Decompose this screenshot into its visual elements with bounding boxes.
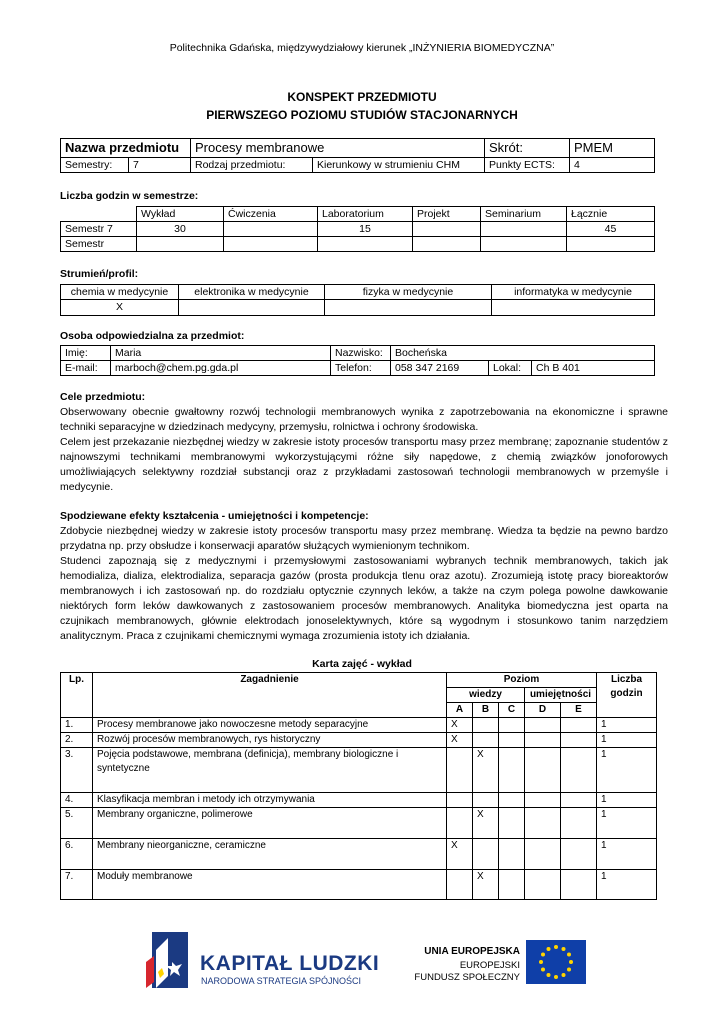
hours-col-2: Laboratorium — [318, 207, 413, 222]
document-title — [0, 88, 724, 124]
kapital-ludzki-subtitle: NARODOWA STRATEGIA SPÓJNOŚCI — [201, 976, 362, 986]
subject-short-label: Skrót: — [485, 139, 570, 158]
lecture-mark — [525, 793, 561, 808]
eu-sub-2: FUNDUSZ SPOŁECZNY — [414, 972, 520, 983]
person-heading: Osoba odpowiedzialna za przedmiot: — [60, 330, 245, 342]
lecture-hours: 1 — [597, 748, 657, 793]
lecture-row — [61, 839, 657, 870]
hours-cell — [481, 222, 567, 237]
room-value: Ch B 401 — [532, 361, 655, 376]
lecture-mark — [561, 870, 597, 900]
subject-short: PMEM — [570, 139, 655, 158]
subject-name: Procesy membranowe — [191, 139, 485, 158]
lecture-mark — [447, 808, 473, 839]
footer-logos — [0, 928, 724, 1018]
profile-mark — [492, 300, 655, 316]
lecture-topic: Moduły membranowe — [93, 870, 447, 900]
level-e: E — [561, 703, 597, 718]
title-line-2: PIERWSZEGO POZIOMU STUDIÓW STACJONARNYCH — [206, 108, 518, 122]
outcomes-paragraph: Zdobycie niezbędnej wiedzy w zakresie istoty procesów transportu masy przez membranę. Wiedza ta będzie na pewno bardzo przydatna np. przy obsłudze i konserwacji aparatów służących wymienionym technikom. — [60, 525, 668, 552]
hours-col-4: Seminarium — [481, 207, 567, 222]
email-value: marboch@chem.pg.gda.pl — [111, 361, 331, 376]
hours-heading: Liczba godzin w semestrze: — [60, 190, 199, 202]
lecture-topic: Procesy membranowe jako nowoczesne metody separacyjne — [93, 718, 447, 733]
hours-cell — [137, 237, 224, 252]
lecture-topic: Membrany nieorganiczne, ceramiczne — [93, 839, 447, 870]
lecture-lp: 4. — [61, 793, 93, 808]
email-label: E-mail: — [61, 361, 111, 376]
lecture-col-hours: Liczba godzin — [597, 673, 657, 718]
goals-heading: Cele przedmiotu: — [60, 391, 146, 403]
hours-col-3: Projekt — [413, 207, 481, 222]
hours-cell — [567, 237, 655, 252]
lecture-row — [61, 748, 657, 793]
lecture-mark — [499, 733, 525, 748]
lecture-mark: X — [447, 718, 473, 733]
hours-cell: 45 — [567, 222, 655, 237]
lecture-mark: X — [473, 748, 499, 793]
outcomes-paragraph: Studenci zapoznają się z medycznymi i przemysłowymi zastosowaniami wybranych technik membranowych, takich jak hemodializa, dializa, elektrodializa, separacja gazów (prosta produkcja tlenu oraz azotu). Zrozumieją istotę pracy bioreaktorów membranowych i ich zastosowań np. do rozdziału optycznie czynnych leków, a także na czym polega powolne dawkowanie niektórych form leków dawkowanych z zastosowaniem procesów membranowych. Analityka biomedyczna jest oparta na czujnikach membranowych, głównie elektrodach jonoselektywnych, które są wygodnym i stosunkowo tanim narzędziem analitycznym. Praca z czujnikami chemicznymi wymaga zrozumienia istoty ich działania. — [60, 555, 668, 642]
lecture-topic: Klasyfikacja membran i metody ich otrzymywania — [93, 793, 447, 808]
subject-name-label: Nazwa przedmiotu — [61, 139, 191, 158]
lecture-lp: 2. — [61, 733, 93, 748]
eu-sub-1: EUROPEJSKI — [459, 960, 520, 971]
lecture-hours: 1 — [597, 718, 657, 733]
lecture-mark — [561, 733, 597, 748]
lecture-lp: 5. — [61, 808, 93, 839]
hours-row-label: Semestr — [61, 237, 137, 252]
lecture-mark — [473, 839, 499, 870]
lecture-col-level: Poziom — [447, 673, 597, 688]
lecture-mark — [447, 793, 473, 808]
lecture-topic: Membrany organiczne, polimerowe — [93, 808, 447, 839]
profile-heading: Strumień/profil: — [60, 268, 139, 280]
lecture-lp: 6. — [61, 839, 93, 870]
goals-paragraph: Obserwowany obecnie gwałtowny rozwój technologii membranowych wynika z zapotrzebowania na ekonomiczne i sprawne techniki separacyjne w dziedzinach medycyny, przemysłu, rolnictwa i ochrony środowiska. — [60, 406, 668, 433]
hours-header-row — [61, 207, 655, 222]
first-name: Maria — [111, 346, 331, 361]
outcomes-text — [60, 524, 668, 644]
lecture-mark — [473, 793, 499, 808]
hours-col-0: Wykład — [137, 207, 224, 222]
lecture-mark — [499, 808, 525, 839]
hours-row — [61, 237, 655, 252]
lecture-row — [61, 808, 657, 839]
lecture-col-skills: umiejętności — [525, 688, 597, 703]
lecture-mark — [525, 808, 561, 839]
semester-label: Semestry: — [61, 158, 129, 173]
lecture-mark — [447, 870, 473, 900]
hours-table — [60, 206, 655, 252]
hours-cell — [413, 237, 481, 252]
title-line-1: KONSPEKT PRZEDMIOTU — [287, 90, 437, 104]
kapital-ludzki-title: KAPITAŁ LUDZKI — [200, 952, 380, 975]
profile-mark — [325, 300, 492, 316]
hours-cell: 15 — [318, 222, 413, 237]
lecture-mark — [525, 718, 561, 733]
lecture-hours: 1 — [597, 808, 657, 839]
goals-paragraph: Celem jest przekazanie niezbędnej wiedzy w zakresie istoty procesów transportu masy przez membranę; zapoznanie studentów z najnowszymi technikami membranowymi wykorzystującymi różne siły napędowe, z chemią związków jonoforowych umożliwiających selektywny rozdział substancji oraz z przykładami zastosowań technologii membranowych w przemyśle i medycynie. — [60, 436, 668, 493]
lecture-mark — [499, 839, 525, 870]
phone-value: 058 347 2169 — [391, 361, 489, 376]
hours-cell — [224, 237, 318, 252]
lecture-mark — [561, 718, 597, 733]
profile-mark: X — [61, 300, 179, 316]
profile-mark — [179, 300, 325, 316]
lecture-mark: X — [473, 808, 499, 839]
lecture-table — [60, 672, 657, 900]
profile-table — [60, 284, 655, 316]
level-c: C — [499, 703, 525, 718]
lecture-mark — [525, 733, 561, 748]
hours-corner — [61, 207, 137, 222]
level-a: A — [447, 703, 473, 718]
lecture-col-knowledge: wiedzy — [447, 688, 525, 703]
hours-col-5: Łącznie — [567, 207, 655, 222]
lecture-mark — [447, 748, 473, 793]
lecture-mark — [525, 748, 561, 793]
lecture-lp: 7. — [61, 870, 93, 900]
lecture-hours: 1 — [597, 733, 657, 748]
profile-col-3: informatyka w medycynie — [492, 285, 655, 300]
lecture-topic: Rozwój procesów membranowych, rys historyczny — [93, 733, 447, 748]
semester-value: 7 — [129, 158, 191, 173]
lecture-hours: 1 — [597, 870, 657, 900]
lecture-row — [61, 718, 657, 733]
hours-cell: 30 — [137, 222, 224, 237]
level-d: D — [525, 703, 561, 718]
lecture-row — [61, 793, 657, 808]
hours-cell — [318, 237, 413, 252]
lecture-lp: 3. — [61, 748, 93, 793]
hours-row — [61, 222, 655, 237]
profile-col-2: fizyka w medycynie — [325, 285, 492, 300]
eu-flag-icon — [526, 940, 586, 984]
lecture-topic: Pojęcia podstawowe, membrana (definicja), membrany biologiczne i syntetyczne — [93, 748, 447, 793]
hours-col-1: Ćwiczenia — [224, 207, 318, 222]
lecture-mark — [499, 748, 525, 793]
lecture-row — [61, 733, 657, 748]
ects-value: 4 — [570, 158, 655, 173]
lecture-hours: 1 — [597, 839, 657, 870]
lecture-mark — [525, 870, 561, 900]
hours-cell — [224, 222, 318, 237]
lecture-mark — [473, 718, 499, 733]
lecture-caption: Karta zajęć - wykład — [312, 658, 412, 670]
lecture-mark: X — [473, 870, 499, 900]
phone-label: Telefon: — [331, 361, 391, 376]
lecture-hours: 1 — [597, 793, 657, 808]
person-table — [60, 345, 655, 376]
level-b: B — [473, 703, 499, 718]
page-header: Politechnika Gdańska, międzywydziałowy kierunek „INŻYNIERIA BIOMEDYCZNA” — [169, 42, 555, 54]
lecture-col-lp: Lp. — [61, 673, 93, 718]
lecture-mark — [561, 793, 597, 808]
kapital-ludzki-logo-icon — [146, 932, 190, 990]
hours-row-label: Semestr 7 — [61, 222, 137, 237]
lecture-mark — [499, 718, 525, 733]
lecture-col-topic: Zagadnienie — [93, 673, 447, 718]
room-label: Lokal: — [489, 361, 532, 376]
subject-table — [60, 138, 655, 173]
lecture-mark — [561, 808, 597, 839]
last-name-label: Nazwisko: — [331, 346, 391, 361]
goals-text — [60, 405, 668, 495]
lecture-lp: 1. — [61, 718, 93, 733]
lecture-mark — [473, 733, 499, 748]
lecture-row — [61, 870, 657, 900]
lecture-mark — [561, 748, 597, 793]
lecture-mark — [499, 870, 525, 900]
ects-label: Punkty ECTS: — [485, 158, 570, 173]
hours-cell — [481, 237, 567, 252]
lecture-mark: X — [447, 733, 473, 748]
subject-type-label: Rodzaj przedmiotu: — [191, 158, 313, 173]
eu-title: UNIA EUROPEJSKA — [424, 946, 520, 957]
profile-col-0: chemia w medycynie — [61, 285, 179, 300]
outcomes-heading: Spodziewane efekty kształcenia - umiejętności i kompetencje: — [60, 510, 369, 522]
lecture-mark: X — [447, 839, 473, 870]
hours-cell — [413, 222, 481, 237]
lecture-mark — [499, 793, 525, 808]
subject-type: Kierunkowy w strumieniu CHM — [313, 158, 485, 173]
profile-col-1: elektronika w medycynie — [179, 285, 325, 300]
last-name: Bocheńska — [391, 346, 655, 361]
lecture-mark — [525, 839, 561, 870]
first-name-label: Imię: — [61, 346, 111, 361]
lecture-mark — [561, 839, 597, 870]
